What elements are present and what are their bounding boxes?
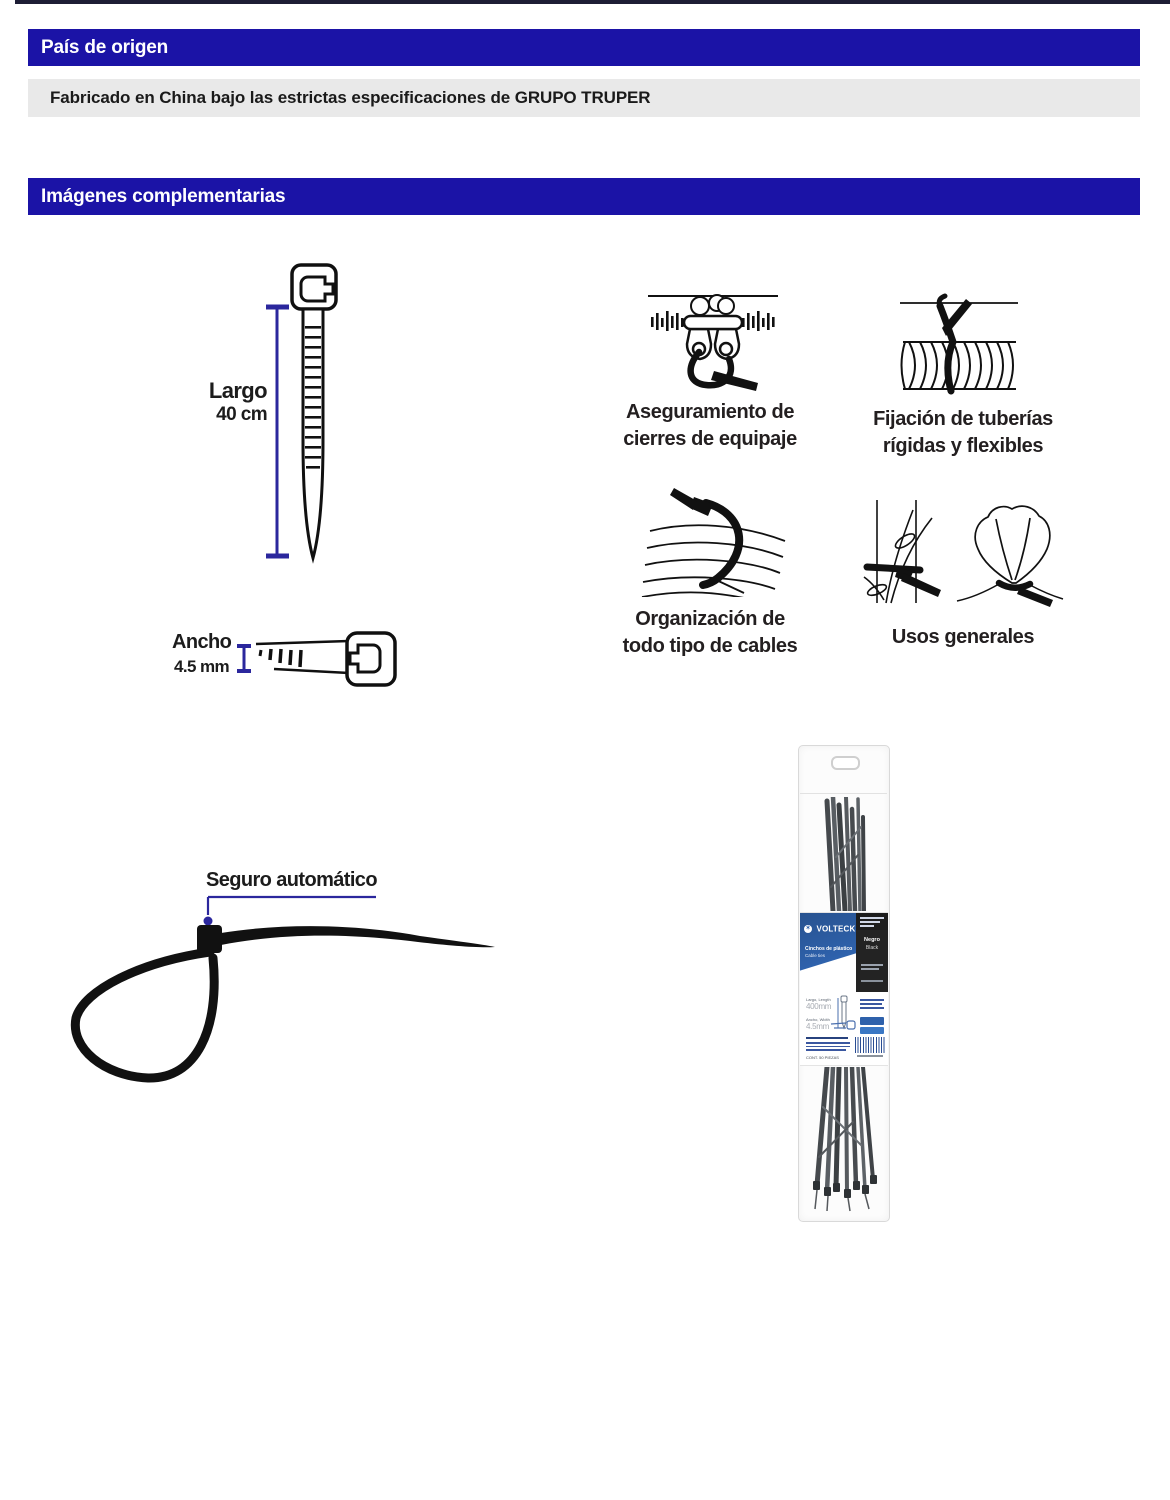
color-en: Black	[865, 945, 879, 951]
tube-corrugations	[902, 342, 1017, 389]
cables-icon	[640, 485, 790, 597]
product-name-es: Cinchos de plástico	[805, 946, 853, 952]
strap-side-view	[256, 641, 349, 673]
product-name-en: Cable ties	[805, 953, 826, 958]
cable-tie-length-diagram	[250, 255, 410, 575]
seguro-automatico-label: Seguro automático	[206, 869, 377, 891]
ancho-value: 4.5 mm	[174, 657, 229, 676]
retail-package	[798, 745, 890, 1222]
ancho-row-label: Ancho, Width	[806, 1017, 830, 1022]
luggage-zipper-icon	[630, 280, 795, 398]
black-cable-tie-photo	[55, 865, 520, 1100]
largo-row-label: Largo, Length	[806, 997, 831, 1002]
ancho-row-value: 4.5mm	[806, 1022, 829, 1031]
tie-around-cables	[670, 488, 739, 585]
package-label	[800, 912, 888, 1066]
usage-caption-general: Usos generales	[891, 626, 1035, 648]
section-title: País de origen	[41, 37, 169, 58]
ancho-label: Ancho	[172, 631, 232, 653]
bag-fold-line	[800, 793, 887, 794]
cable-tie-outline	[292, 265, 336, 558]
section-header-pais-de-origen	[28, 29, 1140, 66]
cable-ties-bundle-top	[803, 797, 885, 911]
label-badge-1	[860, 1017, 884, 1025]
corrugated-tube-icon	[895, 290, 1030, 398]
width-dimension-line	[237, 646, 251, 671]
largo-label: Largo	[208, 378, 267, 403]
tie-loop-drawing	[75, 925, 495, 1078]
cable-tie-teeth	[305, 326, 321, 469]
head-front-view	[347, 633, 395, 685]
origin-statement-bar	[28, 79, 1140, 117]
label-color-band	[856, 930, 888, 992]
largo-row-value: 400mm	[806, 1002, 832, 1011]
color-es: Negro	[864, 937, 880, 943]
label-badge-2	[860, 1027, 884, 1034]
tie-on-bag	[999, 583, 1053, 607]
cable-tie-width-diagram	[235, 620, 405, 705]
barcode	[855, 1037, 885, 1053]
zipper-pulls	[684, 295, 742, 359]
usage-caption-cables: Organización de todo tipo de cables	[622, 608, 798, 657]
largo-value: 40 cm	[216, 404, 267, 425]
brand-row	[804, 920, 856, 938]
origin-statement-text: Fabricado en China bajo las estrictas especificaciones de GRUPO TRUPER	[50, 88, 651, 107]
usage-caption-luggage: Aseguramiento de cierres de equipaje	[623, 401, 797, 450]
section-header-imagenes-complementarias	[28, 178, 1140, 215]
content-count: CONT. 50 PIEZAS	[806, 1055, 839, 1060]
top-rule	[15, 0, 1170, 4]
label-top-tag	[856, 913, 888, 930]
general-uses-icon	[860, 495, 1065, 613]
label-mini-width-diagram	[830, 1020, 856, 1030]
length-dimension-line	[266, 307, 289, 556]
cables-lines	[642, 525, 785, 597]
brand-name: VOLTECK	[816, 924, 856, 934]
tie-around-tube	[939, 296, 972, 391]
callout-leader-line	[204, 897, 377, 926]
volteck-gear-icon: ✶	[805, 924, 811, 932]
cable-ties-bundle-bottom	[803, 1067, 885, 1213]
usage-caption-tubes: Fijación de tuberías rígidas y flexibles	[873, 408, 1053, 457]
hang-hole	[831, 756, 860, 770]
section-title: Imágenes complementarias	[41, 186, 286, 207]
